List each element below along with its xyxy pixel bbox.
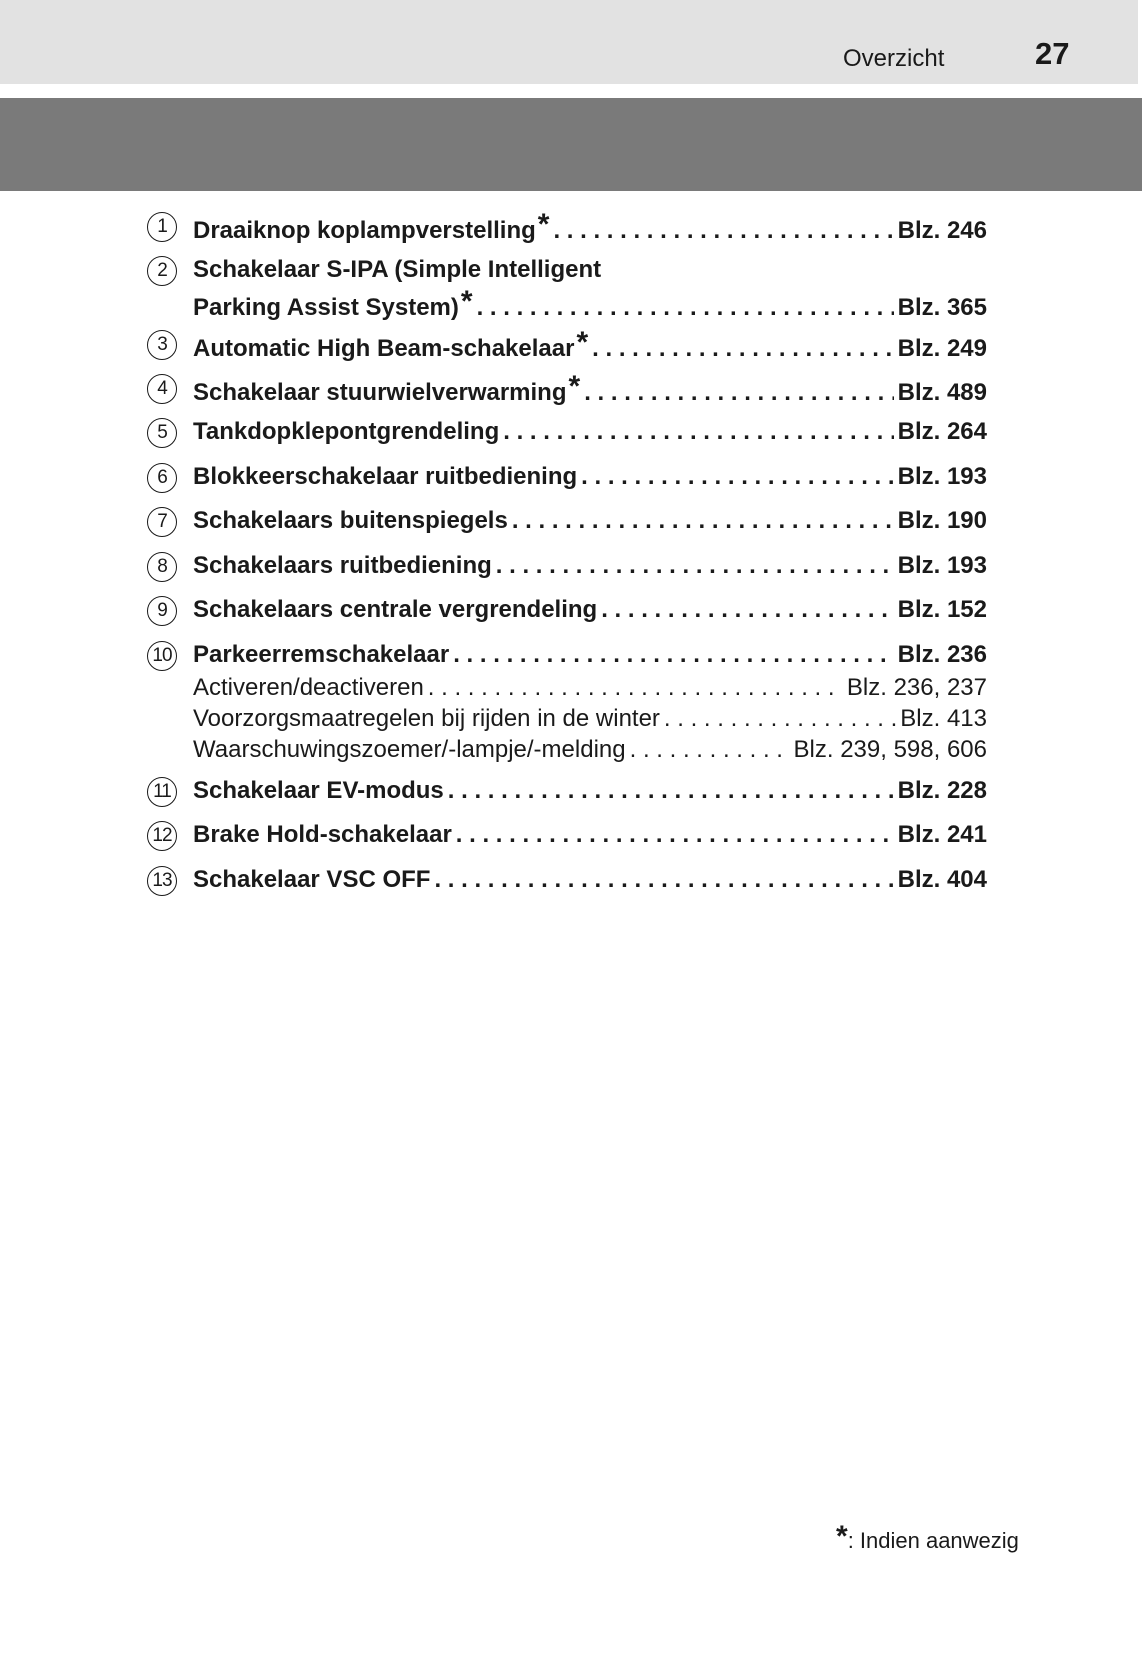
entry-label: Schakelaar VSC OFF (193, 866, 431, 893)
item-number-10: 10 (147, 641, 177, 671)
entry-label: Schakelaars centrale vergrendeling (193, 596, 598, 623)
footnote (836, 1522, 1019, 1556)
entry-label: Brake Hold-schakelaar (193, 821, 452, 848)
leader-dots (456, 821, 894, 849)
leader-dots (553, 217, 893, 245)
header-edge (1138, 0, 1142, 98)
sub-entry-label: Voorzorgsmaatregelen bij rijden in de winter (193, 705, 660, 732)
page-reference: Blz. 193 (897, 463, 987, 490)
entry-label: Parkeerremschakelaar (193, 641, 450, 668)
leader-dots (503, 418, 893, 446)
leader-dots (630, 736, 790, 764)
page-reference: Blz. 236 (897, 641, 987, 668)
leader-dots (584, 379, 893, 407)
section-title: Overzicht (843, 45, 945, 72)
availability-star: * (568, 370, 581, 403)
item-number-5: 5 (147, 418, 177, 448)
item-number-7: 7 (147, 507, 177, 537)
item-number-8: 8 (147, 552, 177, 582)
sub-entry-label: Activeren/deactiveren (193, 674, 424, 701)
page-reference: Blz. 190 (897, 507, 987, 534)
leader-dots (448, 777, 894, 805)
footnote-text: : Indien aanwezig (847, 1528, 1019, 1553)
header-divider (0, 84, 1142, 98)
leader-dots (496, 552, 894, 580)
availability-star: * (537, 208, 550, 241)
page-reference: Blz. 489 (897, 379, 987, 406)
item-number-13: 13 (147, 866, 177, 896)
page-reference: Blz. 264 (897, 418, 987, 445)
entry-label: Parking Assist System) (193, 294, 459, 321)
page-reference: Blz. 152 (897, 596, 987, 623)
sub-entry (193, 674, 987, 702)
item-number-9: 9 (147, 596, 177, 626)
leader-dots (453, 641, 893, 669)
page-reference: Blz. 404 (897, 866, 987, 893)
entry-label: Schakelaar EV-modus (193, 777, 444, 804)
entry-label: Schakelaars ruitbediening (193, 552, 492, 579)
page-reference: Blz. 249 (897, 335, 987, 362)
footnote-star: * (836, 1520, 848, 1553)
leader-dots (601, 596, 893, 624)
page-reference: Blz. 246 (897, 217, 987, 244)
leader-dots (512, 507, 894, 535)
page-number: 27 (1035, 36, 1070, 71)
entry-label: Automatic High Beam-schakelaar (193, 335, 575, 362)
item-number-3: 3 (147, 330, 177, 360)
sub-entry-label: Waarschuwingszoemer/-lampje/-melding (193, 736, 626, 763)
leader-dots (428, 674, 843, 702)
item-number-11: 11 (147, 777, 177, 807)
sub-entry (193, 736, 987, 764)
item-number-4: 4 (147, 374, 177, 404)
page-reference: Blz. 365 (897, 294, 987, 321)
page-reference: Blz. 241 (897, 821, 987, 848)
entry-label: Tankdopklepontgrendeling (193, 418, 500, 445)
entry-label: Schakelaars buitenspiegels (193, 507, 508, 534)
leader-dots (664, 705, 896, 733)
availability-star: * (576, 326, 589, 359)
item-number-1: 1 (147, 212, 177, 242)
leader-dots (581, 463, 893, 491)
item-number-12: 12 (147, 821, 177, 851)
leader-dots (434, 866, 893, 894)
page-reference: Blz. 239, 598, 606 (793, 736, 987, 763)
item-number-6: 6 (147, 463, 177, 493)
entry-label-line1: Schakelaar S-IPA (Simple Intelligent (193, 256, 602, 283)
page-reference: Blz. 228 (897, 777, 987, 804)
availability-star: * (460, 285, 473, 318)
page-reference: Blz. 413 (900, 705, 987, 732)
leader-dots (592, 335, 893, 363)
entry-label: Schakelaar stuurwielverwarming (193, 379, 567, 406)
section-banner (0, 98, 1142, 191)
item-number-2: 2 (147, 256, 177, 286)
entry-label: Draaiknop koplampverstelling (193, 217, 536, 244)
page-reference: Blz. 193 (897, 552, 987, 579)
leader-dots (477, 294, 894, 322)
sub-entry (193, 705, 987, 733)
header-band (0, 0, 1142, 84)
page-reference: Blz. 236, 237 (846, 674, 987, 701)
entry-label: Blokkeerschakelaar ruitbediening (193, 463, 578, 490)
